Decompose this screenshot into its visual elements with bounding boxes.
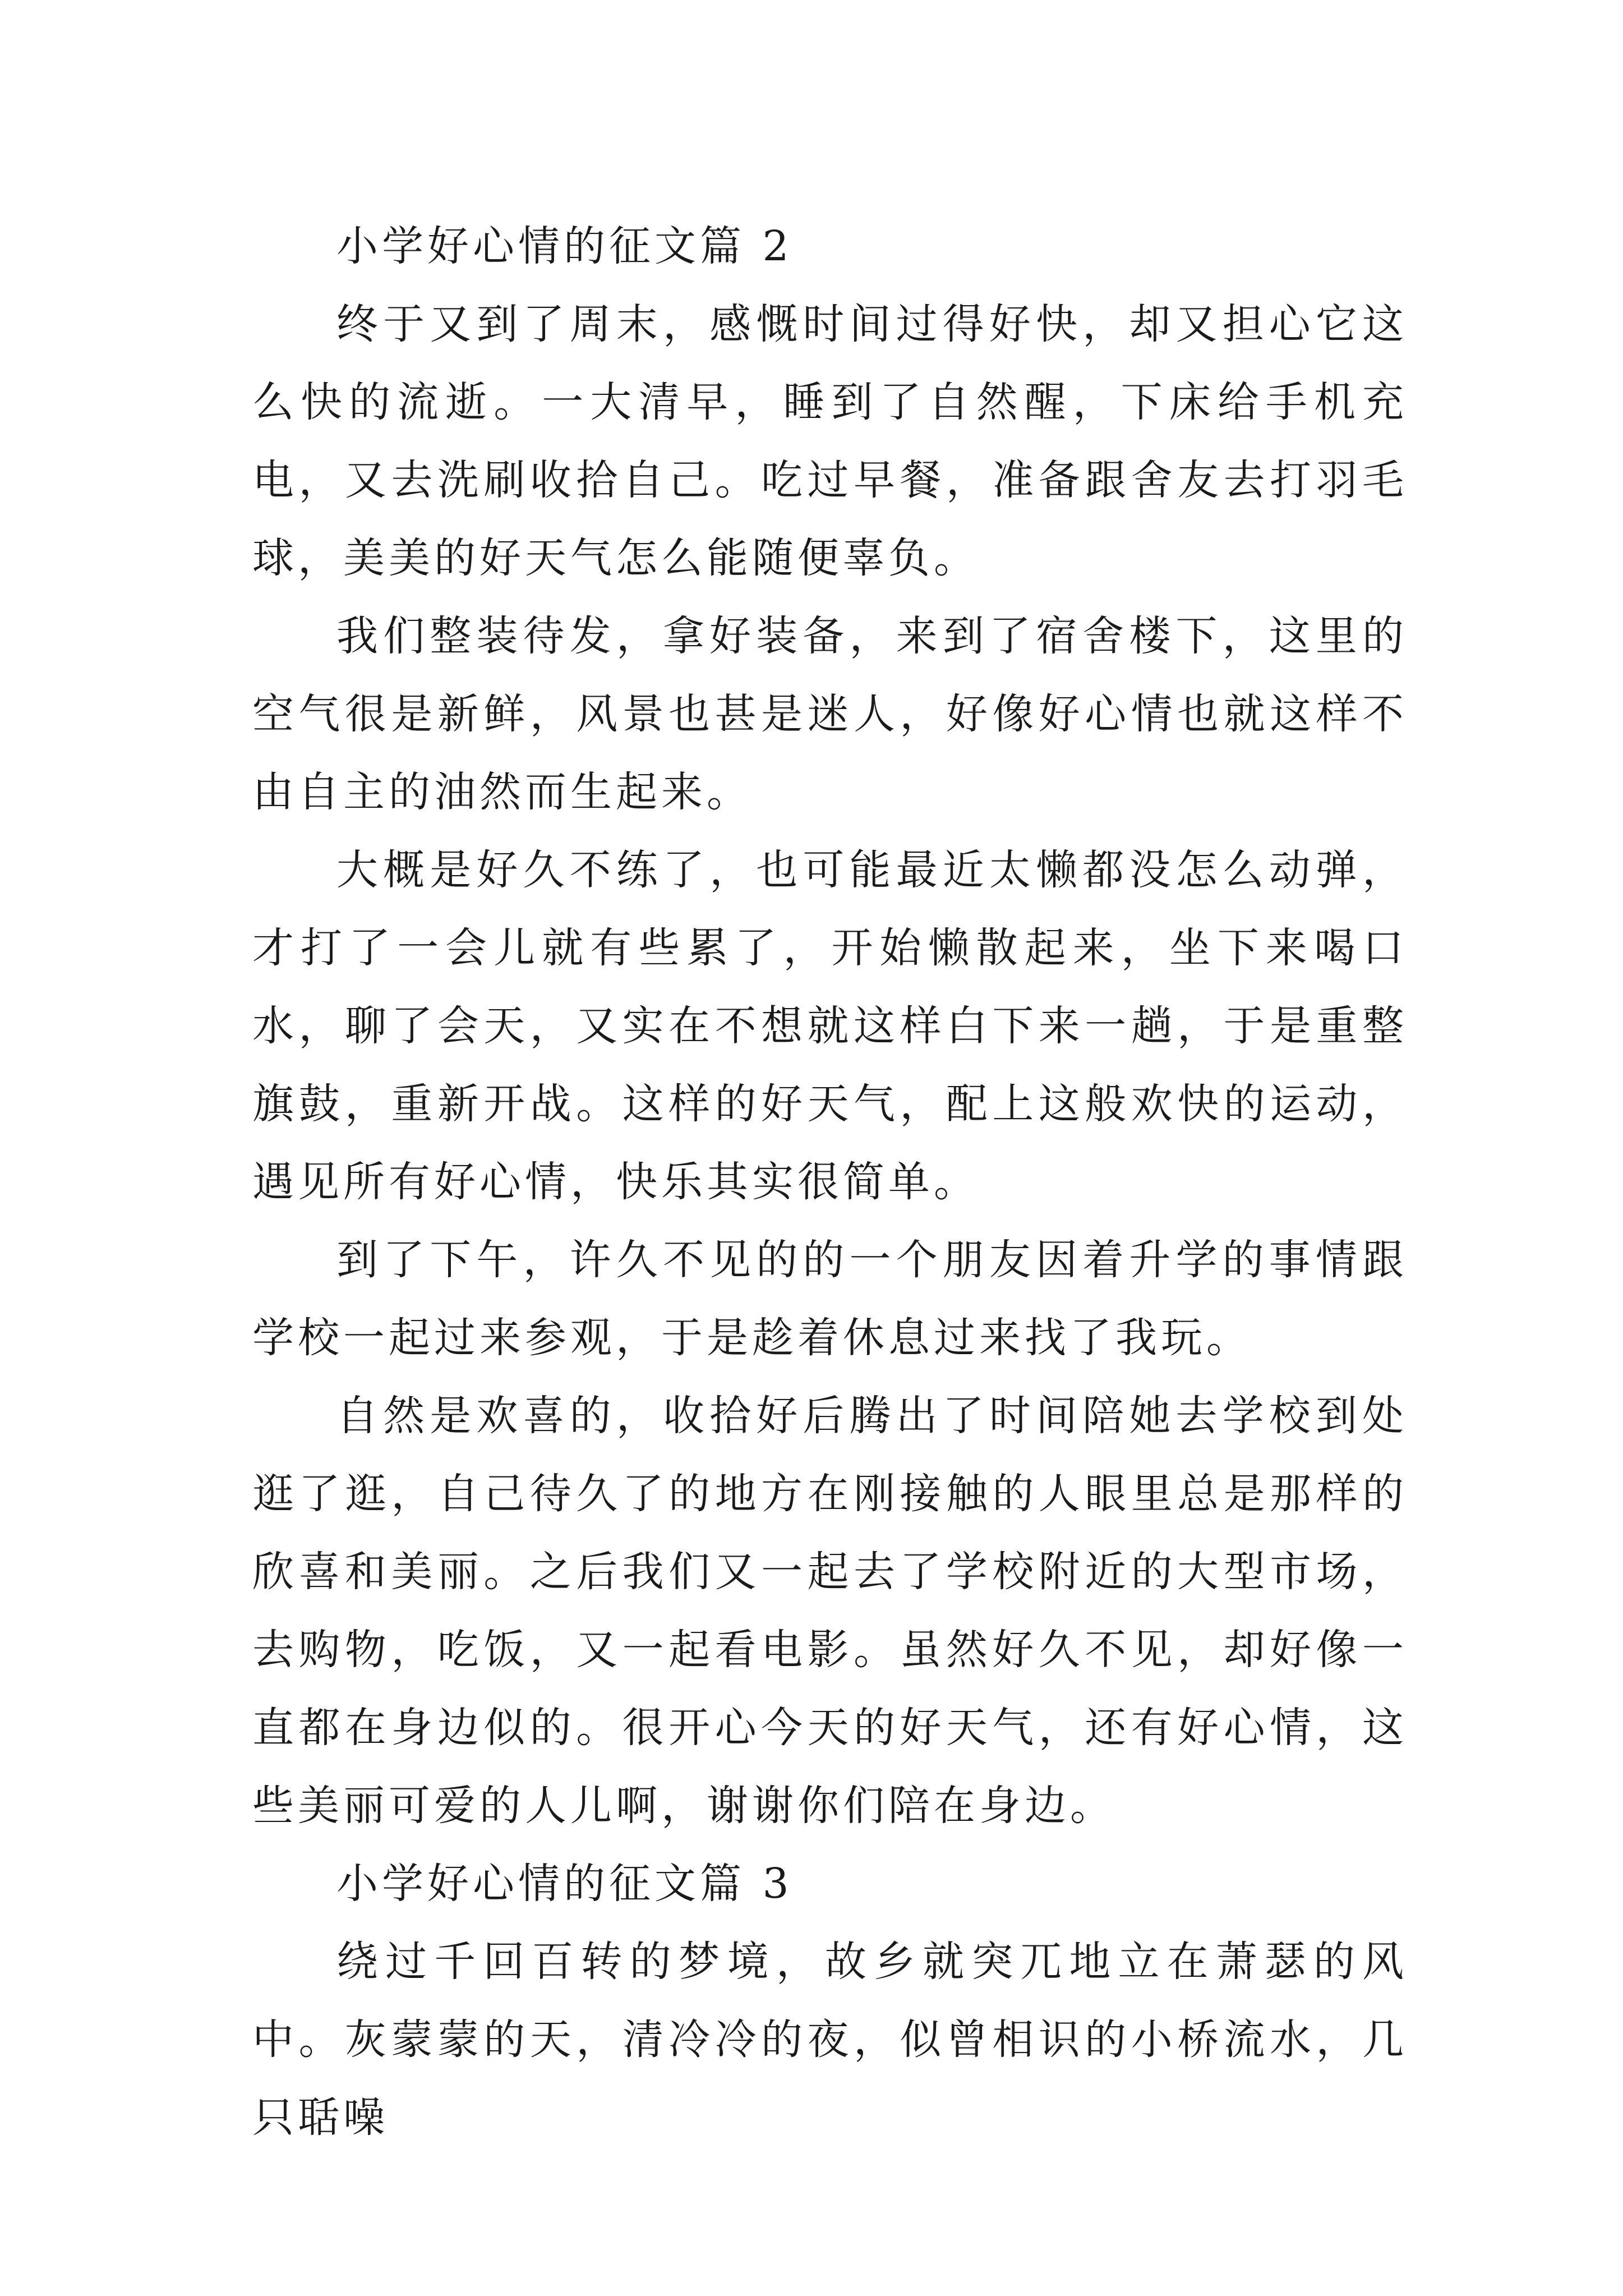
section-heading-2: 小学好心情的征文篇 2	[336, 222, 793, 270]
paragraph-6: 绕过千回百转的梦境，故乡就突兀地立在萧瑟的风中。灰蒙蒙的天，清冷冷的夜，似曾相识的小桥流水，几只聒噪	[252, 1938, 1408, 2142]
section-heading-3: 小学好心情的征文篇 3	[336, 1860, 793, 1908]
paragraph-3: 大概是好久不练了，也可能最近太懒都没怎么动弹，才打了一会儿就有些累了，开始懒散起来，坐下来喝口水，聊了会天，又实在不想就这样白下来一趟，于是重整旗鼓，重新开战。这样的好天气，配上这般欢快的运动，遇见所有好心情，快乐其实很简单。	[252, 846, 1408, 1206]
paragraph-2: 我们整装待发，拿好装备，来到了宿舍楼下，这里的空气很是新鲜，风景也甚是迷人，好像好心情也就这样不由自主的油然而生起来。	[252, 612, 1408, 816]
document-body	[252, 208, 1408, 2157]
paragraph-4: 到了下午，许久不见的的一个朋友因着升学的事情跟学校一起过来参观，于是趁着休息过来找了我玩。	[252, 1236, 1408, 1362]
paragraph-1: 终于又到了周末，感慨时间过得好快，却又担心它这么快的流逝。一大清早，睡到了自然醒，下床给手机充电，又去洗刷收拾自己。吃过早餐，准备跟舍友去打羽毛球，美美的好天气怎么能随便辜负。	[252, 300, 1408, 582]
paragraph-5: 自然是欢喜的，收拾好后腾出了时间陪她去学校到处逛了逛，自己待久了的地方在刚接触的人眼里总是那样的欣喜和美丽。之后我们又一起去了学校附近的大型市场，去购物，吃饭，又一起看电影。虽然好久不见，却好像一直都在身边似的。很开心今天的好天气，还有好心情，这些美丽可爱的人儿啊，谢谢你们陪在身边。	[252, 1392, 1408, 1830]
